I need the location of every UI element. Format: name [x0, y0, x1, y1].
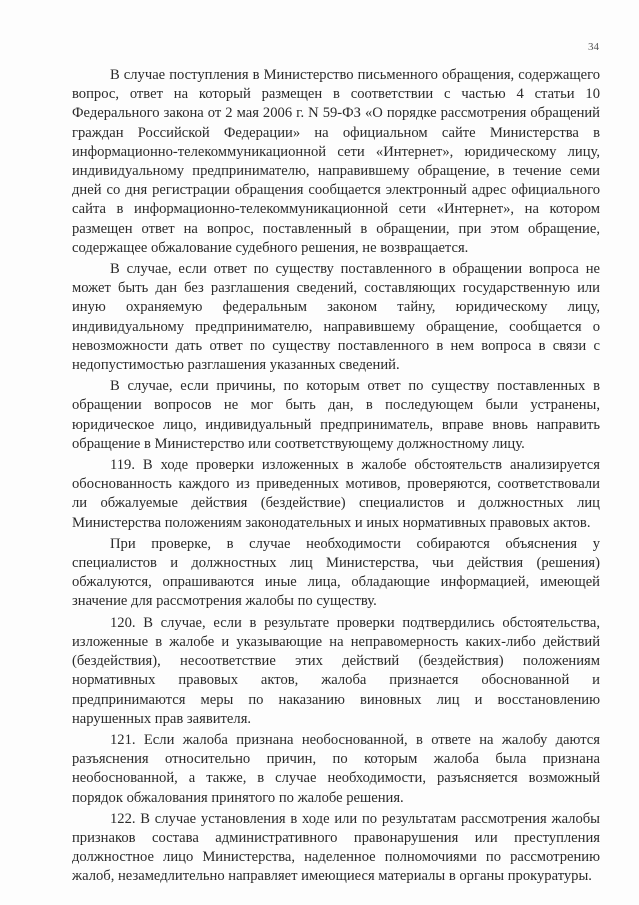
paragraph: При проверке, в случае необходимости собираются объяснения у специалистов и должностных лиц Министерства, чьи действия (решения) обжалуются, опрашиваются иные лица, обладающие информацией, имеющей значение для рассмотрения жалобы по существу.	[72, 535, 600, 610]
paragraph: В случае, если ответ по существу поставленного в обращении вопроса не может быть дан без разглашения сведений, составляющих государственную или иную охраняемую федеральным законом тайну, юридическому лицу, индивидуальному предпринимателю, направившему обращение, сообщается о невозможности дать ответ по существу поставленного в нем вопроса в связи с недопустимостью разглашения указанных сведений.	[72, 261, 600, 374]
document-body	[72, 66, 600, 889]
paragraph-clause-121: 121. Если жалоба признана необоснованной, в ответе на жалобу даются разъяснения относительно причин, по которым жалоба была признана необоснованной, а также, в случае необходимости, разъясняется возможный порядок обжалования принятого по жалобе решения.	[72, 731, 600, 806]
paragraph-clause-120: 120. В случае, если в результате проверки подтвердились обстоятельства, изложенные в жалобе и указывающие на неправомерность каких-либо действий (бездействия), несоответствие этих действий (бездействия) положениям нормативных правовых актов, жалоба признается обоснованной и предпринимаются меры по наказанию виновных лиц и восстановлению нарушенных прав заявителя.	[72, 614, 600, 727]
paragraph: В случае, если причины, по которым ответ по существу поставленных в обращении вопросов не мог быть дан, в последующем были устранены, юридическое лицо, индивидуальный предприниматель, вправе вновь направить обращение в Министерство или соответствующему должностному лицу.	[72, 378, 600, 452]
paragraph: В случае поступления в Министерство письменного обращения, содержащего вопрос, ответ на который размещен в соответствии с частью 4 статьи 10 Федерального закона от 2 мая 2006 г. N 59-ФЗ «О порядке рассмотрения обращений граждан Российской Федерации» на официальном сайте Министерства в информационно-телекоммуникационной сети «Интернет», юридическому лицу, индивидуальному предпринимателю, направившему обращение, в течение семи дней со дня регистрации обращения сообщается электронный адрес официального сайта в информационно-телекоммуникационной сети «Интернет», на котором размещен ответ на вопрос, поставленный в обращении, при этом обращение, содержащее обжалование судебного решения, не возвращается.	[72, 67, 600, 256]
paragraph-clause-122: 122. В случае установления в ходе или по результатам рассмотрения жалобы признаков состава административного правонарушения или преступления должностное лицо Министерства, наделенное полномочиями по рассмотрению жалоб, незамедлительно направляет имеющиеся материалы в органы прокуратуры.	[72, 810, 600, 885]
page-number: 34	[588, 41, 599, 53]
paragraph-clause-119: 119. В ходе проверки изложенных в жалобе обстоятельств анализируется обоснованность каждого из приведенных мотивов, проверяются, соответствовали ли обжалуемые действия (бездействие) специалистов и должностных лиц Министерства положениям законодательных и иных нормативных правовых актов.	[72, 457, 600, 531]
